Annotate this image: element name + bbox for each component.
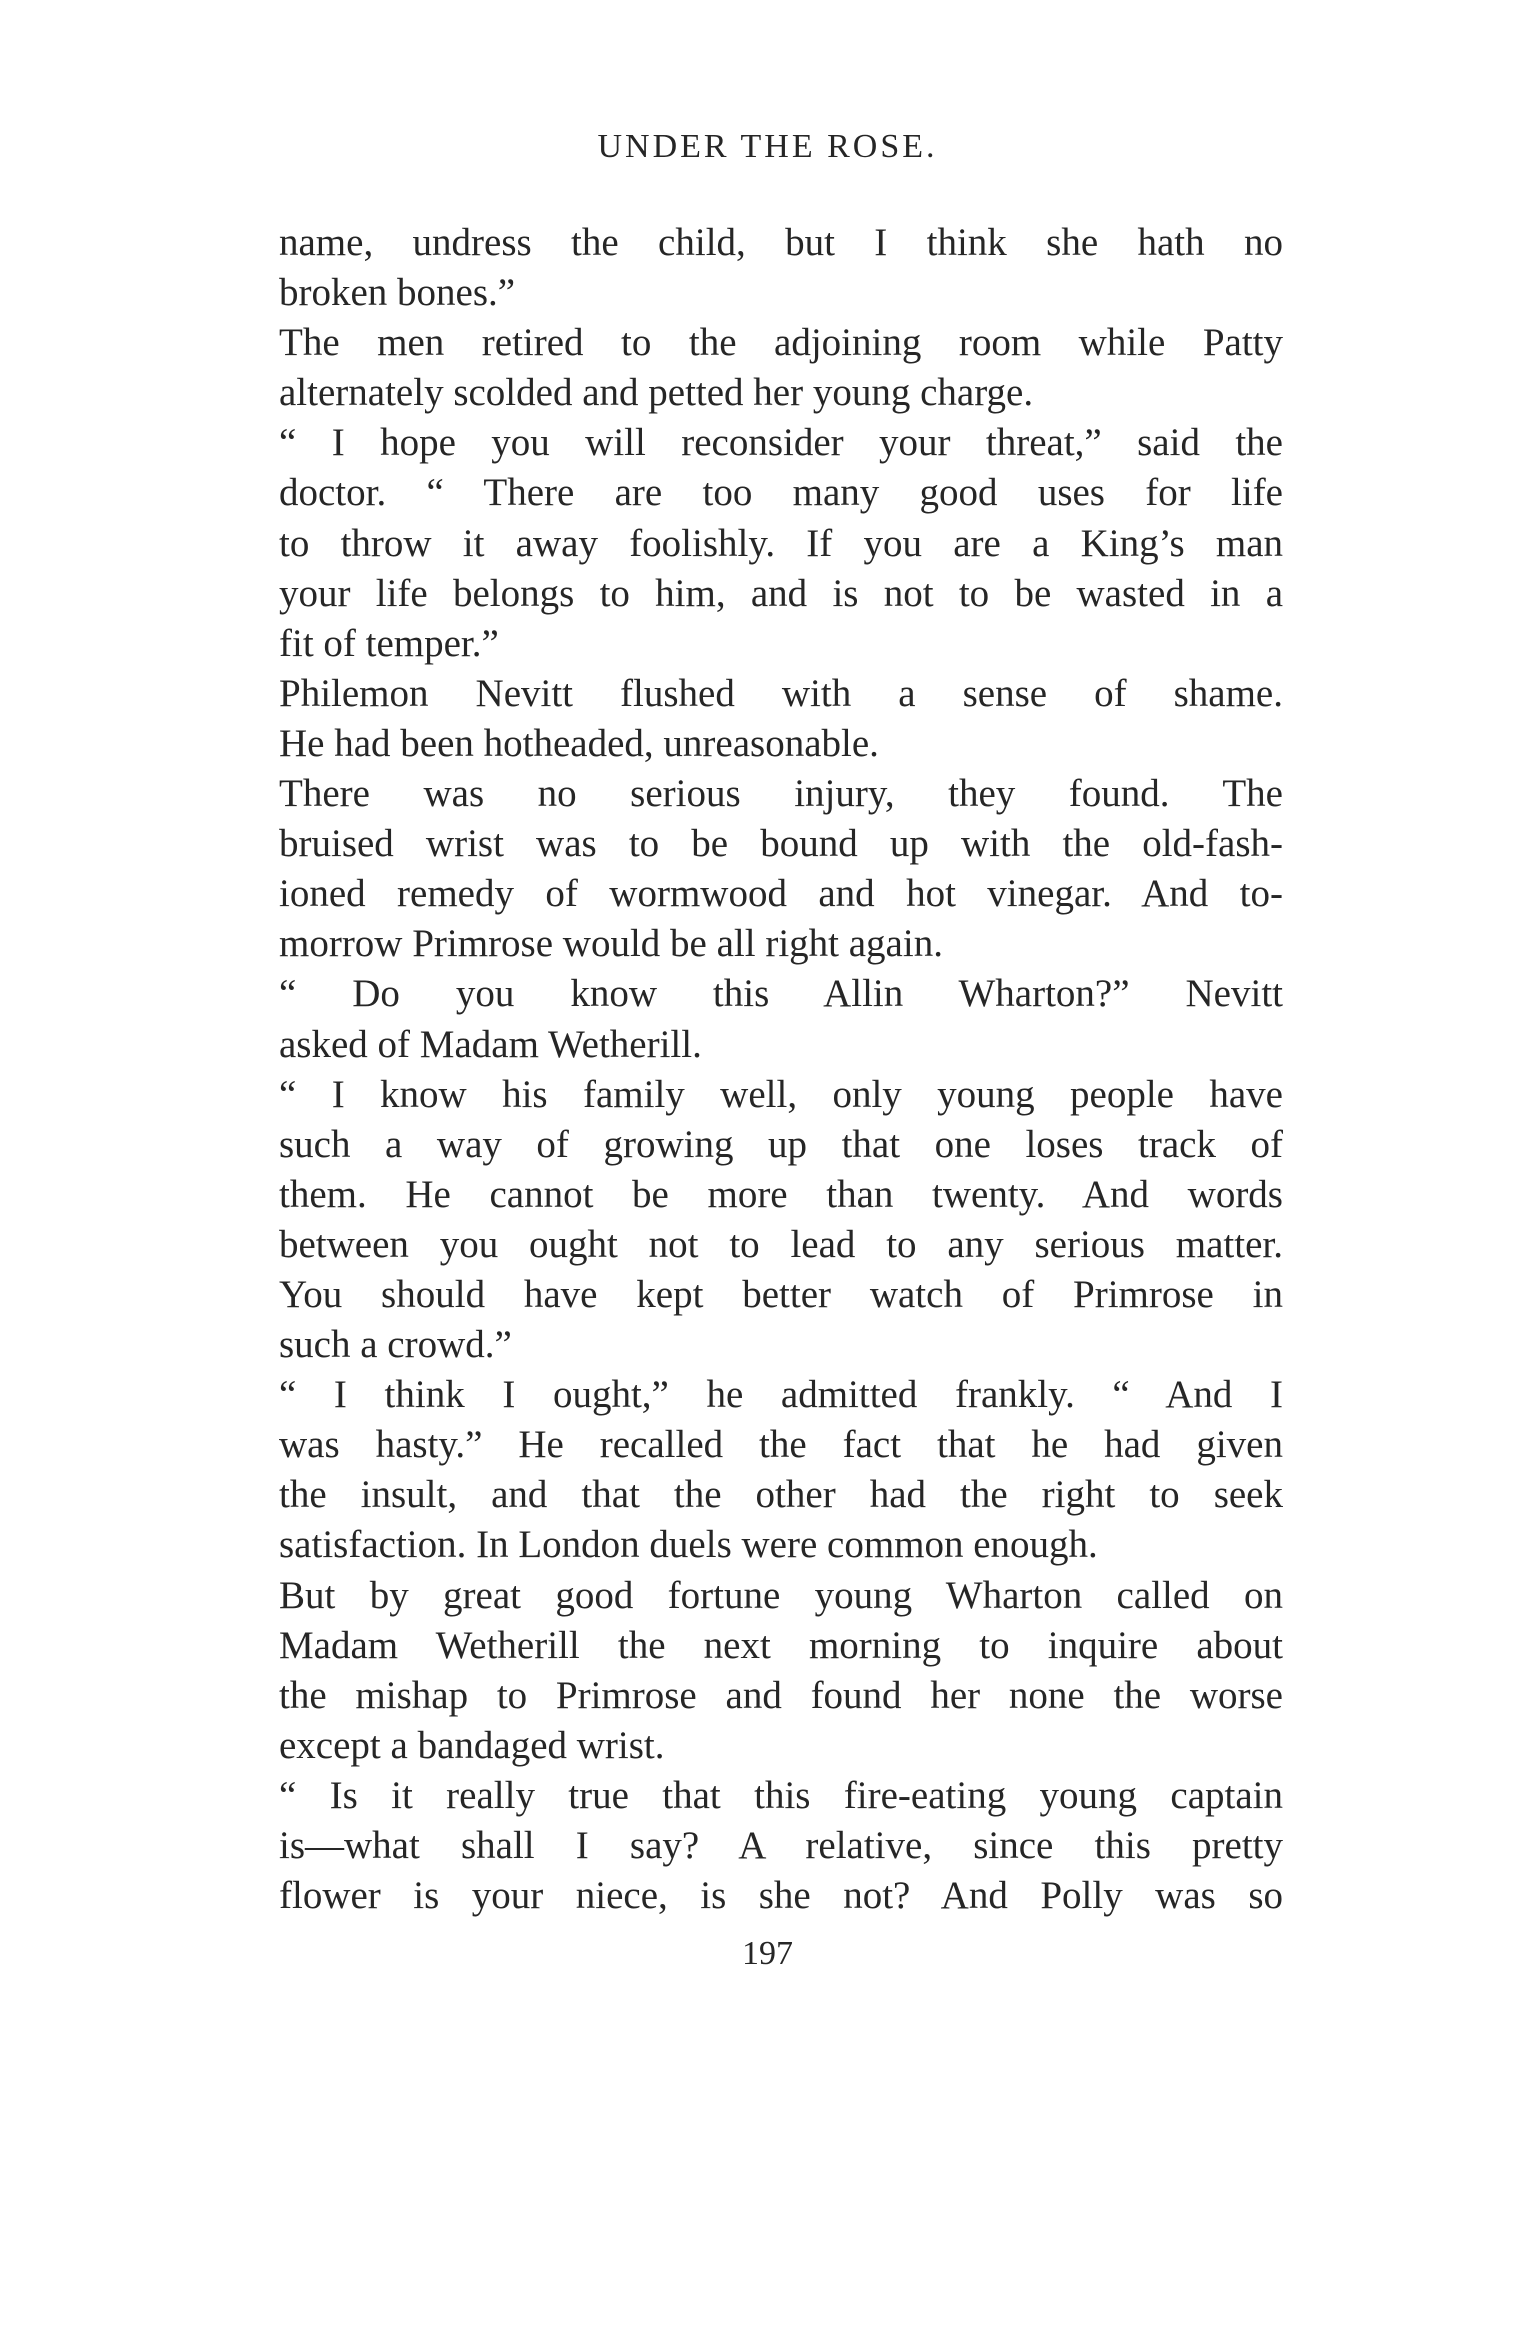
- text-line: “ I hope you will reconsider your threat,” said the: [279, 421, 1283, 465]
- text-line: except a bandaged wrist.: [279, 1723, 665, 1767]
- text-line: satisfaction. In London duels were common enough.: [279, 1523, 1098, 1567]
- text-line: is—what shall I say? A relative, since this pretty: [279, 1824, 1283, 1867]
- text-line: The men retired to the adjoining room while Patty: [279, 321, 1283, 365]
- text-line: name, undress the child, but I think she hath no: [279, 221, 1283, 264]
- text-line: There was no serious injury, they found. The: [279, 772, 1283, 816]
- text-line: “ I think I ought,” he admitted frankly. “ And I: [279, 1373, 1283, 1417]
- text-line: between you ought not to lead to any serious matter.: [279, 1222, 1283, 1266]
- text-line: such a way of growing up that one loses track of: [279, 1122, 1283, 1166]
- text-line: He had been hotheaded, unreasonable.: [279, 721, 879, 765]
- text-line: such a crowd.”: [279, 1323, 512, 1367]
- text-line: the mishap to Primrose and found her none the worse: [279, 1673, 1283, 1717]
- text-line: ioned remedy of wormwood and hot vinegar. And to-: [279, 872, 1283, 916]
- text-line: broken bones.”: [279, 271, 516, 315]
- text-line: You should have kept better watch of Primrose in: [279, 1272, 1283, 1316]
- text-line: asked of Madam Wetherill.: [279, 1022, 702, 1066]
- text-line: Madam Wetherill the next morning to inquire about: [279, 1623, 1283, 1667]
- text-line: “ Do you know this Allin Wharton?” Nevitt: [279, 972, 1283, 1016]
- text-line: them. He cannot be more than twenty. And words: [279, 1172, 1283, 1216]
- text-line: your life belongs to him, and is not to be wasted in a: [279, 571, 1283, 615]
- text-line: morrow Primrose would be all right again.: [279, 922, 943, 966]
- text-line: alternately scolded and petted her young charge.: [279, 371, 1034, 415]
- text-line: “ Is it really true that this fire-eating young captain: [279, 1773, 1283, 1817]
- text-line: fit of temper.”: [279, 621, 499, 665]
- page-number: 197: [742, 1935, 793, 1972]
- text-line: “ I know his family well, only young people have: [279, 1072, 1283, 1116]
- text-line: But by great good fortune young Wharton called on: [279, 1573, 1283, 1617]
- text-line: flower is your niece, is she not? And Polly was so: [279, 1874, 1283, 1918]
- text-line: Philemon Nevitt flushed with a sense of shame.: [279, 671, 1283, 715]
- text-line: to throw it away foolishly. If you are a King’s man: [279, 521, 1283, 565]
- text-line: the insult, and that the other had the right to seek: [279, 1473, 1283, 1517]
- running-header: UNDER THE ROSE.: [597, 128, 938, 165]
- text-line: doctor. “ There are too many good uses for life: [279, 471, 1283, 515]
- body-text: [279, 218, 1283, 1921]
- text-line: bruised wrist was to be bound up with the old-fash-: [279, 822, 1283, 866]
- text-line: was hasty.” He recalled the fact that he had given: [279, 1423, 1283, 1467]
